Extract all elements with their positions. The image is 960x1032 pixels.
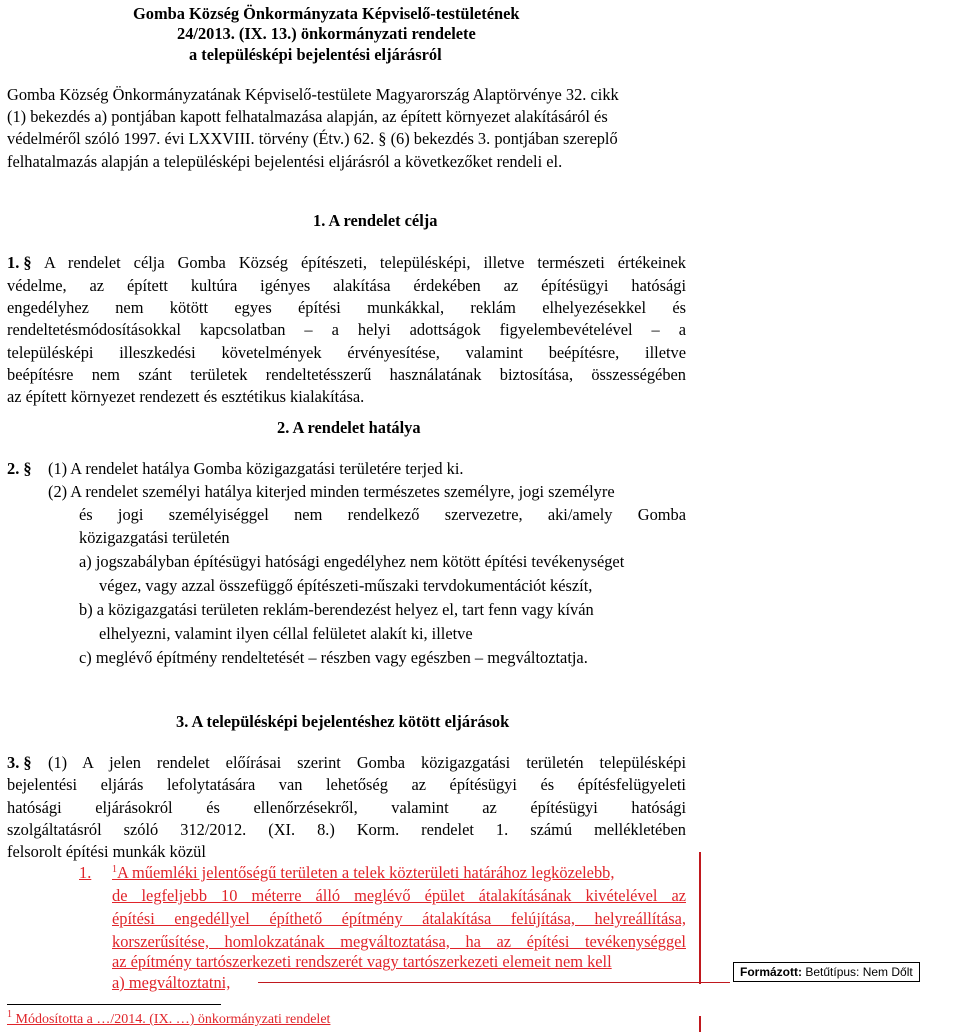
section-2-heading: 2. A rendelet hatálya <box>277 418 421 437</box>
section-2-item-a-line-1: a) jogszabályban építésügyi hatósági engedélyhez nem kötött építési tevékenységet <box>79 552 625 571</box>
section-1-para-mark: 1. § <box>7 253 32 272</box>
section-2-p2-line-3: közigazgatási területén <box>79 528 230 547</box>
comment-label: Formázott: <box>740 965 802 979</box>
section-3-line-2: bejelentési eljárás lefolytatására van lehetőség az építésügyi és építésfelügyeleti <box>7 775 686 794</box>
section-3-line-1: (1) A jelen rendelet előírásai szerint Gomba közigazgatási területén településképi <box>48 753 686 772</box>
revision-footnote-ref[interactable]: 1 <box>112 864 117 875</box>
section-3-line-3: hatósági eljárásokról és ellenőrzésekről, valamint az építésügyi hatósági <box>7 798 686 817</box>
comment-connector <box>258 982 730 983</box>
footnote-change-bar <box>699 1016 701 1032</box>
change-bar <box>699 852 701 984</box>
preamble-line-2: (1) bekezdés a) pontjában kapott felhatalmazása alapján, az épített környezet alakításáról és <box>7 107 608 126</box>
section-2-p1: (1) A rendelet hatálya Gomba közigazgatási területére terjed ki. <box>48 459 464 478</box>
section-3-line-4: szolgáltatásról szóló 312/2012. (XI. 8.) Korm. rendelet 1. számú mellékletében <box>7 820 686 839</box>
section-2-para-mark: 2. § <box>7 459 32 478</box>
section-1-line-5: településképi illeszkedési követelmények érvényesítése, valamint beépítésre, illetve <box>7 343 686 362</box>
footnote-separator <box>7 1004 221 1005</box>
preamble-line-1: Gomba Község Önkormányzatának Képviselő-testülete Magyarország Alaptörvénye 32. cikk <box>7 85 619 104</box>
format-comment-balloon[interactable] <box>733 962 920 982</box>
revision-item-1-line-6: a) megváltoztatni, <box>112 973 231 992</box>
section-3-line-5: felsorolt építési munkák közül <box>7 842 206 861</box>
footnote-number: 1 <box>7 1009 12 1020</box>
comment-text: Betűtípus: Nem Dőlt <box>805 965 913 979</box>
title-line-1: Gomba Község Önkormányzata Képviselő-testületének <box>133 4 520 23</box>
revision-item-1-line-4: korszerűsítése, homlokzatának megváltoztatása, ha az építési tevékenységgel <box>112 932 686 951</box>
section-2-p2-line-2: és jogi személyiséggel nem rendelkező szervezetre, aki/amely Gomba <box>79 505 686 524</box>
section-1-line-2: védelme, az épített kultúra igényes alakítása érdekében az építésügyi hatósági <box>7 276 686 295</box>
revision-item-1-number: 1. <box>79 863 92 882</box>
title-line-3: a településképi bejelentési eljárásról <box>189 45 442 64</box>
revision-item-1-line-5: az építmény tartószerkezeti rendszerét vagy tartószerkezeti elemeit nem kell <box>112 952 612 971</box>
section-1-heading: 1. A rendelet célja <box>313 211 438 230</box>
section-2-p2-line-1: (2) A rendelet személyi hatálya kiterjed minden természetes személyre, jogi személyre <box>48 482 615 501</box>
revision-item-1-line-1 <box>112 861 686 884</box>
footnote <box>7 1010 330 1030</box>
section-1-line-3: engedélyhez nem kötött egyes építési munkákkal, reklám elhelyezésekkel és <box>7 298 686 317</box>
section-2-item-a-line-2: végez, vagy azzal összefüggő építészeti-műszaki tervdokumentációt készít, <box>99 576 593 595</box>
section-1-line-4: rendeltetésmódosításokkal kapcsolatban – a helyi adottságok figyelembevételével – a <box>7 320 686 339</box>
section-2-item-b-line-2: elhelyezni, valamint ilyen céllal felületet alakít ki, illetve <box>99 624 473 643</box>
preamble-line-3: védelméről szóló 1997. évi LXXVIII. törvény (Étv.) 62. § (6) bekezdés 3. pontjában szereplő <box>7 129 618 148</box>
footnote-text: Módosította a …/2014. (IX. …) önkormányzati rendelet <box>15 1012 331 1027</box>
section-3-heading: 3. A településképi bejelentéshez kötött eljárások <box>176 712 510 731</box>
revision-item-1-line-1-text: A műemléki jelentőségű területen a telek közterületi határához legközelebb, <box>117 863 615 882</box>
section-1-line-6: beépítésre nem szánt területek rendeltetésszerű használatának biztosítása, összességében <box>7 365 686 384</box>
title-line-2: 24/2013. (IX. 13.) önkormányzati rendelete <box>177 24 476 43</box>
preamble-line-4: felhatalmazás alapján a településképi bejelentési eljárásról a következőket rendeli el. <box>7 152 563 171</box>
section-3-para-mark: 3. § <box>7 753 32 772</box>
revision-item-1-line-2: de legfeljebb 10 méterre álló meglévő épület átalakításának kivételével az <box>112 886 686 905</box>
section-2-item-c-line-1: c) meglévő építmény rendeltetését – részben vagy egészben – megváltoztatja. <box>79 648 588 667</box>
section-1-line-1: A rendelet célja Gomba Község építészeti, településképi, illetve természeti értékeinek <box>44 253 686 272</box>
revision-item-1-line-3: építési engedéllyel építhető építmény átalakítása felújítása, helyreállítása, <box>112 909 686 928</box>
section-1-line-7: az épített környezet rendezett és esztétikus kialakítása. <box>7 387 365 406</box>
section-2-item-b-line-1: b) a közigazgatási területen reklám-berendezést helyez el, tart fenn vagy kíván <box>79 600 594 619</box>
